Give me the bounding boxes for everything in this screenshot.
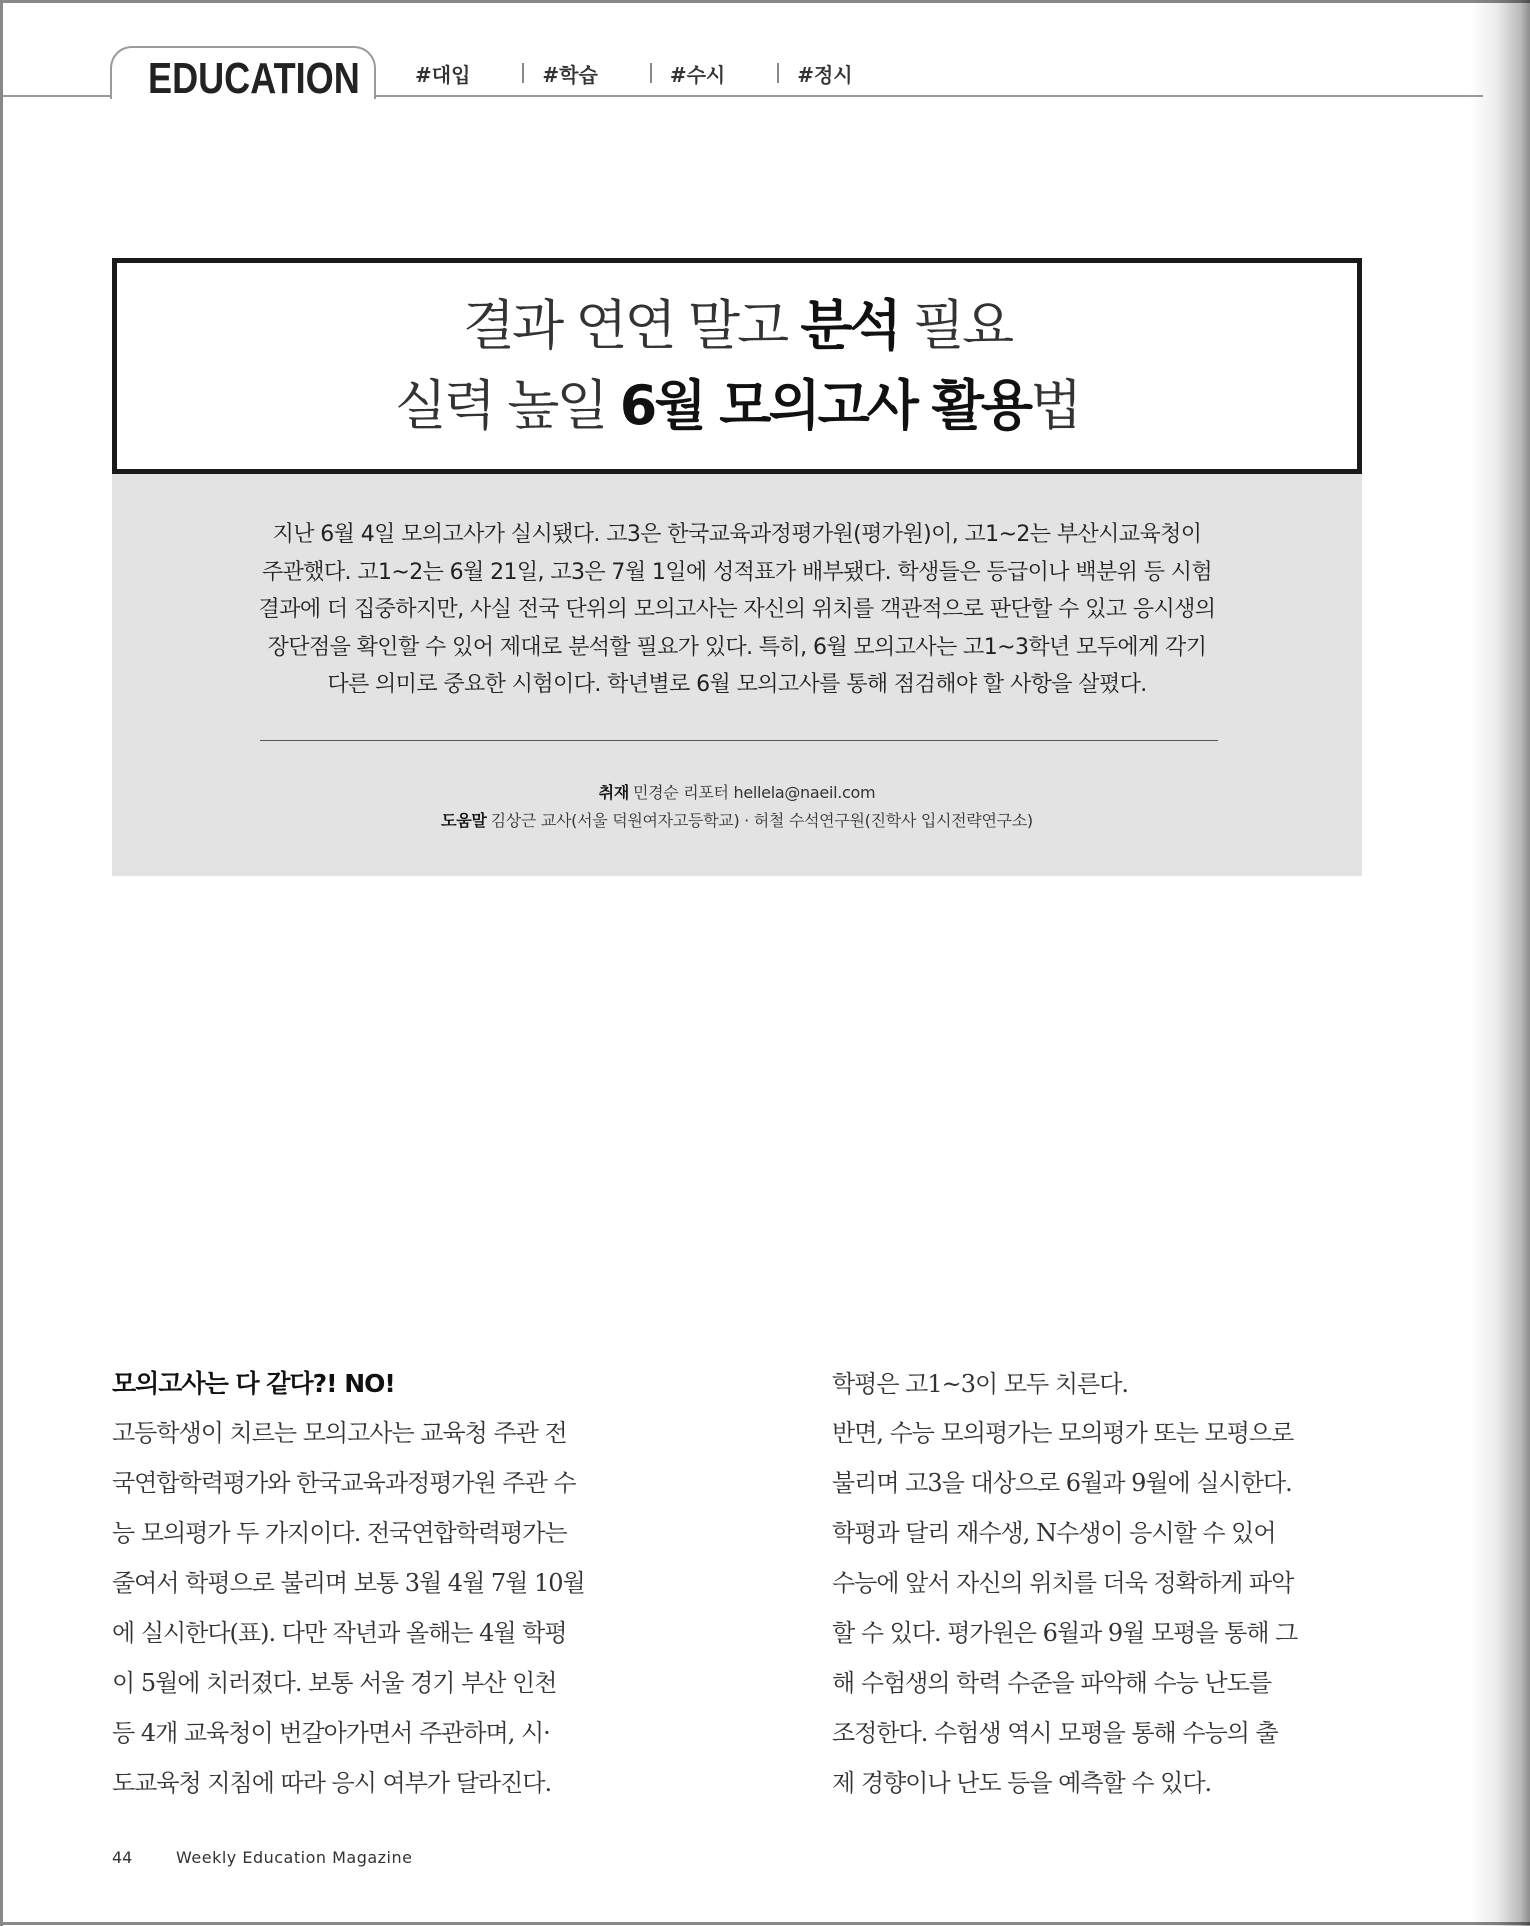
tag-item: #대입 bbox=[415, 62, 471, 87]
body-line: 할 수 있다. 평가원은 6월과 9월 모평을 통해 그 bbox=[832, 1619, 1298, 1647]
body-line: 학평은 고1~3이 모두 치른다. bbox=[832, 1370, 1129, 1398]
page-border bbox=[0, 0, 3, 1926]
body-line: 국연합학력평가와 한국교육과정평가원 주관 수 bbox=[112, 1469, 576, 1497]
body-line: 해 수험생의 학력 수준을 파악해 수능 난도를 bbox=[832, 1669, 1272, 1697]
tag-divider bbox=[522, 63, 524, 83]
summary-panel bbox=[112, 474, 1362, 876]
headline-line-2 bbox=[395, 366, 1080, 446]
lead-line: 장단점을 확인할 수 있어 제대로 분석할 필요가 있다. 특히, 6월 모의고사는 고1~3학년 모두에게 각기 bbox=[267, 634, 1207, 660]
tag-item: #학습 bbox=[542, 62, 598, 87]
lead-paragraph bbox=[112, 516, 1362, 704]
page-spine-shadow bbox=[1470, 0, 1530, 1926]
headline-box bbox=[112, 258, 1362, 474]
page-border bbox=[0, 0, 1530, 3]
body-line: 줄여서 학평으로 불리며 보통 3월 4월 7월 10월 bbox=[112, 1569, 585, 1597]
body-line: 반면, 수능 모의평가는 모의평가 또는 모평으로 bbox=[832, 1419, 1294, 1447]
credit-value: 김상근 교사(서울 덕원여자고등학교) · 허철 수석연구원(진학사 입시전략연구소) bbox=[490, 811, 1033, 830]
lead-line: 주관했다. 고1~2는 6월 21일, 고3은 7월 1일에 성적표가 배부됐다. 학생들은 등급이나 백분위 등 시험 bbox=[261, 559, 1213, 585]
headline-text: 법 bbox=[1030, 374, 1080, 437]
lead-line: 다른 의미로 중요한 시험이다. 학년별로 6월 모의고사를 통해 점검해야 할 사항을 살폈다. bbox=[327, 672, 1147, 697]
headline-text: 필요 bbox=[898, 294, 1012, 357]
lead-line: 지난 6월 4일 모의고사가 실시됐다. 고3은 한국교육과정평가원(평가원)이, 고1~2는 부산시교육청이 bbox=[272, 522, 1202, 547]
tag-item: #수시 bbox=[669, 62, 726, 87]
body-line: 이 5월에 치러졌다. 보통 서울 경기 부산 인천 bbox=[112, 1669, 557, 1697]
body-line: 제 경향이나 난도 등을 예측할 수 있다. bbox=[832, 1769, 1212, 1797]
body-line: 도교육청 지침에 따라 응시 여부가 달라진다. bbox=[112, 1769, 552, 1797]
helpers-credit bbox=[112, 808, 1362, 831]
body-line: 수능에 앞서 자신의 위치를 더욱 정확하게 파악 bbox=[832, 1569, 1294, 1597]
page-number: 44 bbox=[112, 1848, 133, 1867]
headline-emphasis: 6월 모의고사 활용 bbox=[619, 374, 1031, 437]
article-subhead: 모의고사는 다 같다?! NO! bbox=[112, 1369, 395, 1398]
body-line: 에 실시한다(표). 다만 작년과 올해는 4월 학평 bbox=[112, 1619, 567, 1647]
magazine-name: Weekly Education Magazine bbox=[176, 1848, 413, 1867]
tag-divider bbox=[650, 63, 652, 83]
headline-emphasis: 분석 bbox=[800, 294, 899, 357]
tag-divider bbox=[777, 63, 779, 83]
body-line: 학평과 달리 재수생, N수생이 응시할 수 있어 bbox=[832, 1519, 1276, 1547]
section-label: EDUCATION bbox=[148, 54, 360, 103]
body-line: 등 4개 교육청이 번갈아가면서 주관하며, 시· bbox=[112, 1719, 550, 1747]
headline-text: 실력 높일 bbox=[394, 374, 620, 437]
lead-line: 결과에 더 집중하지만, 사실 전국 단위의 모의고사는 자신의 위치를 객관적으로 판단할 수 있고 응시생의 bbox=[258, 597, 1216, 622]
credit-value: 민경순 리포터 hellela@naeil.com bbox=[632, 783, 876, 802]
article-column-left bbox=[112, 1360, 652, 1808]
tag-item: #정시 bbox=[797, 62, 853, 87]
summary-divider bbox=[260, 740, 1218, 741]
body-line: 조정한다. 수험생 역시 모평을 통해 수능의 출 bbox=[832, 1719, 1278, 1747]
page-border bbox=[0, 1922, 1530, 1925]
headline-text: 결과 연연 말고 bbox=[462, 294, 801, 357]
body-line: 능 모의평가 두 가지이다. 전국연합학력평가는 bbox=[112, 1519, 567, 1547]
body-line: 불리며 고3을 대상으로 6월과 9월에 실시한다. bbox=[832, 1469, 1292, 1497]
article-column-right bbox=[832, 1360, 1372, 1808]
credit-label: 취재 bbox=[598, 783, 629, 802]
headline-line-1 bbox=[463, 286, 1011, 366]
body-line: 고등학생이 치르는 모의고사는 교육청 주관 전 bbox=[112, 1419, 567, 1447]
reporter-credit bbox=[112, 780, 1362, 803]
tag-list bbox=[415, 58, 853, 88]
credit-label: 도움말 bbox=[441, 811, 487, 830]
